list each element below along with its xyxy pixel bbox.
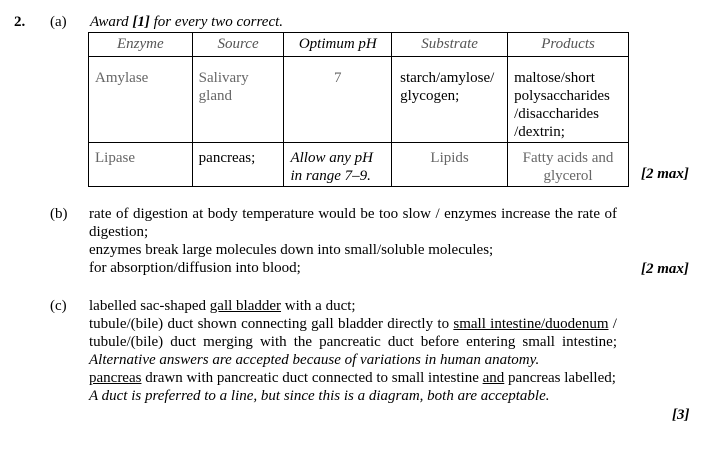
part-b-line: for absorption/diffusion into blood; (89, 260, 301, 276)
part-b-label: (b) (50, 206, 68, 222)
part-c-label: (c) (50, 298, 67, 314)
header-enzyme: Enzyme (89, 33, 193, 57)
part-c-line: pancreas drawn with pancreatic duct connected to small intestine and pancreas labelled; (89, 370, 616, 386)
cell-source: pancreas; (192, 143, 284, 187)
part-b-text (89, 205, 617, 277)
award-instruction: Award [1] for every two correct. (90, 14, 284, 30)
header-source: Source (192, 33, 284, 57)
part-b-line: rate of digestion at body temperature would be too slow / enzymes increase the rate of digestion; (89, 206, 617, 240)
table-header-row (89, 33, 629, 57)
part-c-marks: [3] (672, 407, 690, 423)
header-optimum-ph: Optimum pH (284, 33, 392, 57)
table-row (89, 57, 629, 143)
cell-enzyme: Amylase (89, 57, 193, 143)
table-row (89, 143, 629, 187)
cell-products: maltose/short polysaccharides /disaccharides /dextrin; (508, 57, 629, 143)
part-b-marks: [2 max] (641, 261, 689, 277)
cell-substrate: Lipids (392, 143, 508, 187)
part-c-line: A duct is preferred to a line, but since this is a diagram, both are acceptable. (89, 388, 550, 404)
cell-source: Salivary gland (192, 57, 284, 143)
cell-ph: Allow any pH in range 7–9. (284, 143, 392, 187)
part-a-marks: [2 max] (641, 166, 689, 182)
part-a-label: (a) (50, 14, 67, 30)
header-substrate: Substrate (392, 33, 508, 57)
cell-substrate: starch/amylose/ glycogen; (392, 57, 508, 143)
part-c-line: labelled sac-shaped gall bladder with a duct; (89, 298, 356, 314)
enzyme-table (88, 32, 629, 187)
header-products: Products (508, 33, 629, 57)
part-c-text (89, 297, 617, 405)
cell-enzyme: Lipase (89, 143, 193, 187)
cell-products: Fatty acids and glycerol (508, 143, 629, 187)
part-b-line: enzymes break large molecules down into small/soluble molecules; (89, 242, 494, 258)
question-number: 2. (14, 14, 26, 30)
part-c-line: tubule/(bile) duct shown connecting gall bladder directly to small intestine/duodenum / tubule/(bile) duct merging with the pancreatic duct before entering small intestine; Alternative answers are accepted because of variations in human anatomy. (89, 316, 617, 368)
cell-ph: 7 (284, 57, 392, 143)
